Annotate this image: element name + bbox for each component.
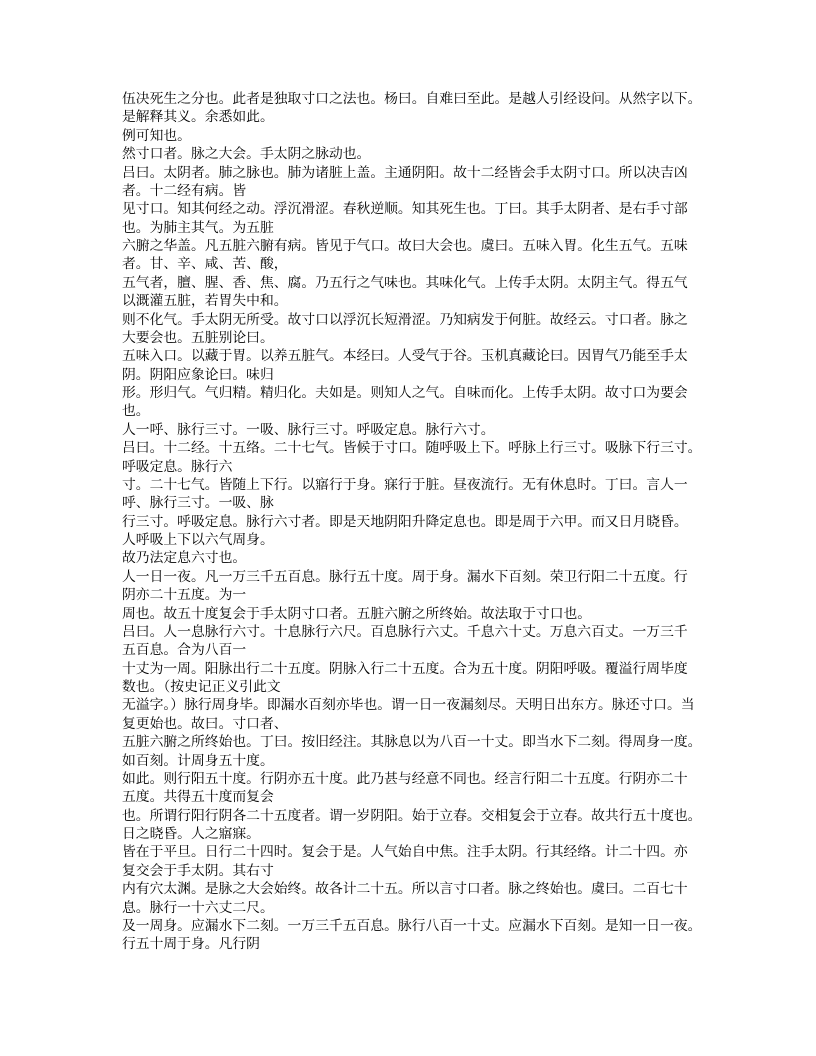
text-line: 息。脉行一十六丈二尺。 <box>122 899 274 916</box>
text-line: 五味入口。以藏于胃。以养五脏气。本经曰。人受气于谷。玉机真藏论曰。因胃气乃能至手太 <box>122 348 688 365</box>
text-line: 数也。（按史记正义引此文 <box>122 679 281 695</box>
text-line: 吕曰。十二经。十五络。二十七气。皆候于寸口。随呼吸上下。呼脉上行三寸。吸脉下行三寸。 <box>122 440 702 457</box>
text-line: 复交会于手太阴。其右寸 <box>122 862 274 879</box>
text-line: 者。十二经有病。皆 <box>122 182 247 199</box>
text-line: 例可知也。 <box>122 127 191 144</box>
text-line: 行三寸。呼吸定息。脉行六寸者。即是天地阴阳升降定息也。即是周于六甲。而又日月晓昏。 <box>122 513 688 530</box>
text-line: 如此。则行阳五十度。行阴亦五十度。此乃甚与经意不同也。经言行阳二十五度。行阴亦二十 <box>122 770 688 787</box>
text-line: 形。形归气。气归精。精归化。夫如是。则知人之气。自味而化。上传手太阴。故寸口为要会 <box>122 385 688 401</box>
text-line: 也。 <box>122 403 150 420</box>
text-line: 人一呼、脉行三寸。一吸、脉行三寸。呼吸定息。脉行六寸。 <box>122 421 495 438</box>
text-line: 五脏六腑之所终始也。丁曰。按旧经注。其脉息以为八百一十丈。即当水下二刻。得周身一度。 <box>122 734 702 751</box>
text-line: 呼、脉行三寸。一吸、脉 <box>122 495 274 512</box>
text-line: 十丈为一周。阳脉出行二十五度。阴脉入行二十五度。合为五十度。阴阳呼吸。覆溢行周毕度 <box>122 660 688 677</box>
text-line: 日之晓昏。人之寤寐。 <box>122 826 260 842</box>
text-line: 故乃法定息六寸也。 <box>122 550 247 567</box>
text-line: 寸。二十七气。皆随上下行。以寤行于身。寐行于脏。昼夜流行。无有休息时。丁曰。言人一 <box>122 476 688 493</box>
text-line: 五百息。合为八百一 <box>122 642 247 659</box>
text-line: 如百刻。计周身五十度。 <box>122 752 274 769</box>
text-line: 皆在于平旦。日行二十四时。复会于是。人气始自中焦。注手太阴。行其经络。计二十四。亦 <box>122 844 688 861</box>
text-line: 然寸口者。脉之大会。手太阴之脉动也。 <box>122 146 371 163</box>
text-line: 吕曰。人一息脉行六寸。十息脉行六尺。百息脉行六丈。千息六十丈。万息六百丈。一万三千 <box>122 623 688 640</box>
text-line: 阴。阴阳应象论曰。味归 <box>122 366 274 383</box>
text-line: 及一周身。应漏水下二刻。一万三千五百息。脉行八百一十丈。应漏水下百刻。是知一日一夜。 <box>122 917 702 934</box>
text-line: 周也。故五十度复会于手太阴寸口者。五脏六腑之所终始。故法取于寸口也。 <box>122 605 592 622</box>
text-line: 行五十周于身。凡行阴 <box>122 936 260 953</box>
text-line: 大要会也。五脏别论曰。 <box>122 329 274 346</box>
text-line: 人一日一夜。凡一万三千五百息。脉行五十度。周于身。漏水下百刻。荣卫行阳二十五度。行 <box>122 568 688 585</box>
text-line: 五度。共得五十度而复会 <box>122 789 274 806</box>
text-line: 阴亦二十五度。为一 <box>122 587 247 604</box>
text-line: 六腑之华盖。凡五脏六腑有病。皆见于气口。故曰大会也。虞曰。五味入胃。化生五气。五味 <box>122 238 688 254</box>
text-line: 五气者，膻、腥、香、焦、腐。乃五行之气味也。其味化气。上传手太阴。太阴主气。得五气 <box>122 274 688 291</box>
text-line: 伍决死生之分也。此者是独取寸口之法也。杨曰。自难曰至此。是越人引经设问。从然字以下。 <box>122 91 702 107</box>
text-line: 也。所谓行阳行阴各二十五度者。谓一岁阴阳。始于立春。交相复会于立春。故共行五十度也。 <box>122 807 702 824</box>
text-line: 人呼吸上下以六气周身。 <box>122 532 274 548</box>
text-line: 呼吸定息。脉行六 <box>122 458 233 475</box>
text-block <box>122 90 708 954</box>
text-line: 吕曰。太阴者。肺之脉也。肺为诸脏上盖。主通阴阳。故十二经皆会手太阴寸口。所以决吉凶 <box>122 164 688 181</box>
text-line: 见寸口。知其何经之动。浮沉滑涩。春秋逆顺。知其死生也。丁曰。其手太阴者、是右手寸部 <box>122 201 688 218</box>
text-line: 则不化气。手太阴无所受。故寸口以浮沉长短滑涩。乃知病发于何脏。故经云。寸口者。脉之 <box>122 311 688 328</box>
text-line: 是解释其义。余悉如此。 <box>122 109 274 126</box>
text-line: 无溢字。）脉行周身毕。即漏水百刻亦毕也。谓一日一夜漏刻尽。天明日出东方。脉还寸口。当 <box>122 697 695 714</box>
text-line: 以溉灌五脏，若胃失中和。 <box>122 293 288 310</box>
text-line: 者。甘、辛、咸、苦、酸， <box>122 256 288 273</box>
text-line: 内有穴太渊。是脉之大会始终。故各计二十五。所以言寸口者。脉之终始也。虞曰。二百七十 <box>122 881 688 898</box>
text-line: 复更始也。故曰。寸口者、 <box>122 715 288 732</box>
text-line: 也。为肺主其气。为五脏 <box>122 219 274 236</box>
